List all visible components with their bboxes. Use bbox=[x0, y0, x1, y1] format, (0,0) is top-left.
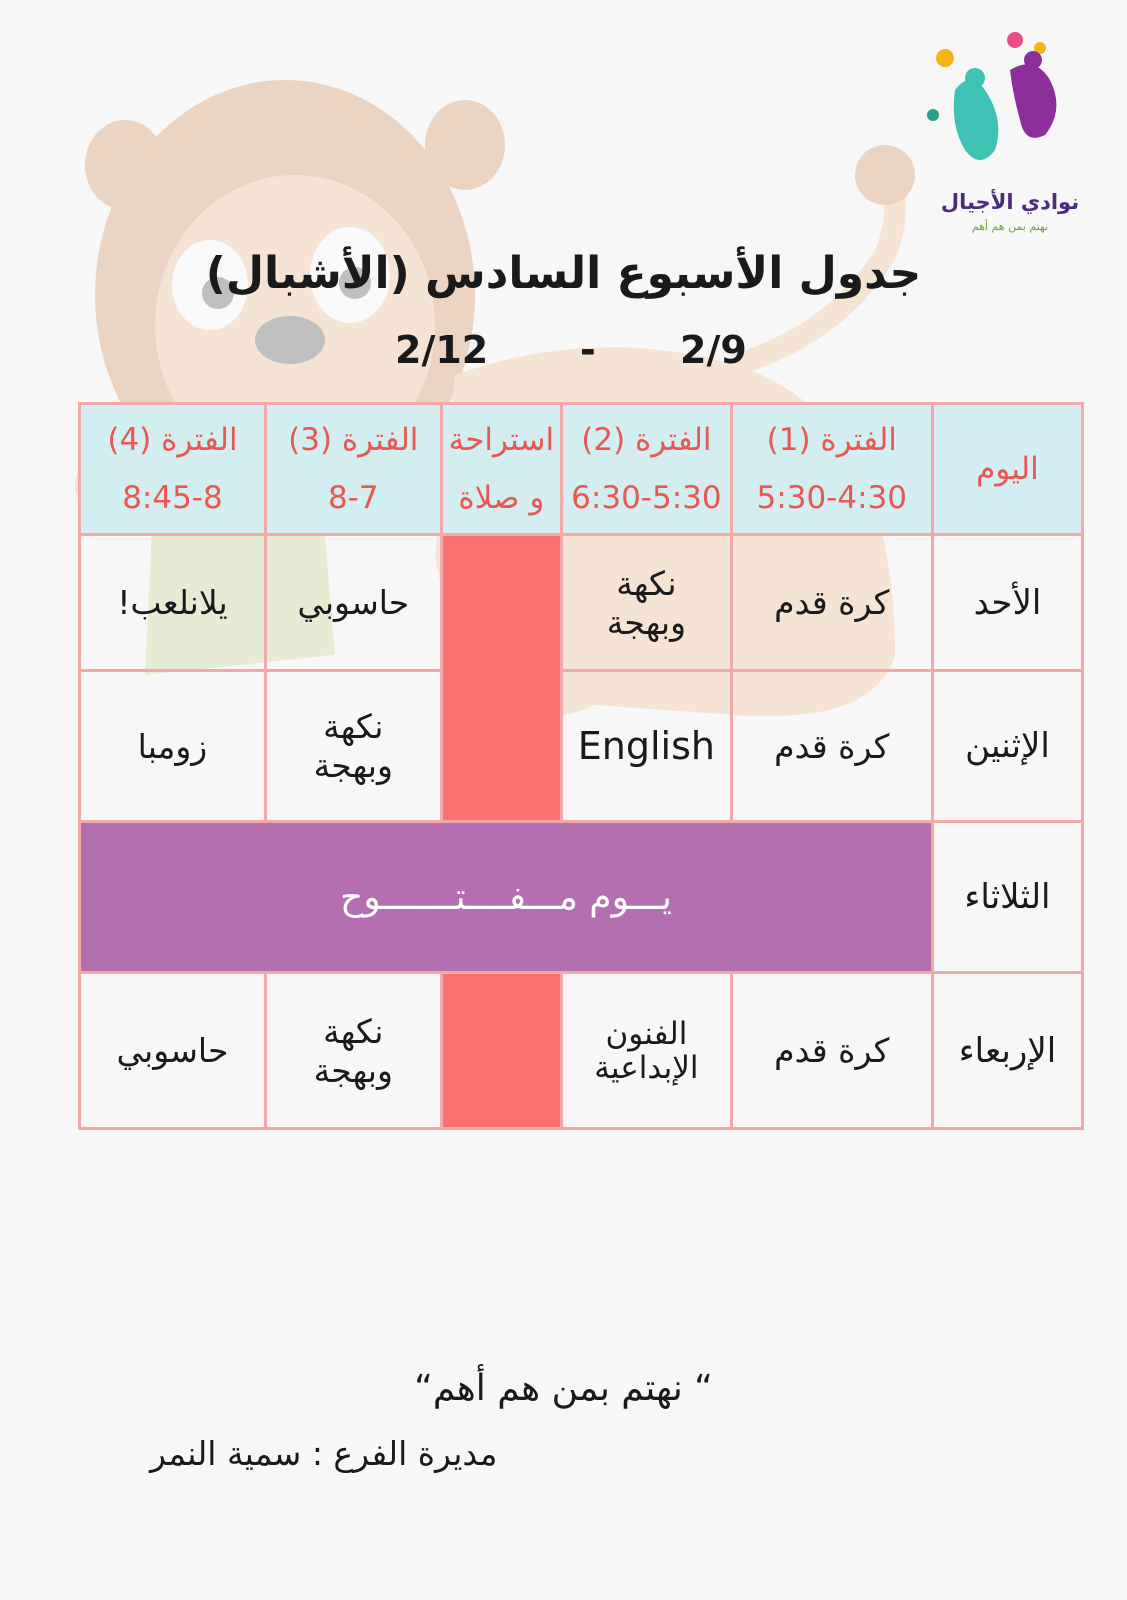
cell-p3: نكهة وبهجة bbox=[265, 671, 441, 822]
date-separator: - bbox=[580, 328, 596, 372]
weekly-schedule-table bbox=[78, 402, 1084, 1130]
header-period-1: الفترة (1) 5:30-4:30 bbox=[731, 404, 932, 535]
cell-p1: كرة قدم bbox=[731, 671, 932, 822]
cell-p4: زومبا bbox=[80, 671, 266, 822]
day-cell: الإثنين bbox=[932, 671, 1082, 822]
header-period-2: الفترة (2) 6:30-5:30 bbox=[562, 404, 732, 535]
date-start: 2/9 bbox=[680, 328, 747, 372]
logo-name: نوادي الأجيال bbox=[940, 190, 1080, 214]
cell-p1: كرة قدم bbox=[731, 535, 932, 671]
day-cell: الثلاثاء bbox=[932, 822, 1082, 973]
branch-manager: مديرة الفرع : سمية النمر bbox=[150, 1434, 498, 1473]
page-title: جدول الأسبوع السادس (الأشبال) bbox=[205, 248, 922, 299]
cell-p4: حاسوبي bbox=[80, 973, 266, 1129]
cell-p3: نكهة وبهجة bbox=[265, 973, 441, 1129]
table-header-row bbox=[80, 404, 1083, 535]
header-period-4: الفترة (4) 8:45-8 bbox=[80, 404, 266, 535]
cell-p2: الفنون الإبداعية bbox=[562, 973, 732, 1129]
open-day-cell: يـــوم مـــفــــتـــــــوح bbox=[80, 822, 933, 973]
cell-p4: يلانلعب! bbox=[80, 535, 266, 671]
break-cell bbox=[441, 535, 562, 822]
header-break: استراحة و صلاة bbox=[441, 404, 562, 535]
cell-p3: حاسوبي bbox=[265, 535, 441, 671]
table-row-monday bbox=[80, 671, 1083, 822]
day-cell: الأحد bbox=[932, 535, 1082, 671]
cell-p1: كرة قدم bbox=[731, 973, 932, 1129]
table-row-tuesday bbox=[80, 822, 1083, 973]
day-cell: الإربعاء bbox=[932, 973, 1082, 1129]
table-row-sunday bbox=[80, 535, 1083, 671]
break-cell bbox=[441, 973, 562, 1129]
table-row-wednesday bbox=[80, 973, 1083, 1129]
cell-p2: نكهة وبهجة bbox=[562, 535, 732, 671]
header-day: اليوم bbox=[932, 404, 1082, 535]
date-end: 2/12 bbox=[395, 328, 489, 372]
slogan: “ نهتم بمن هم أهم“ bbox=[414, 1368, 713, 1409]
header-period-3: الفترة (3) 8-7 bbox=[265, 404, 441, 535]
cell-p2: English bbox=[562, 671, 732, 822]
logo-tagline: نهتم بمن هم أهم bbox=[971, 220, 1049, 233]
